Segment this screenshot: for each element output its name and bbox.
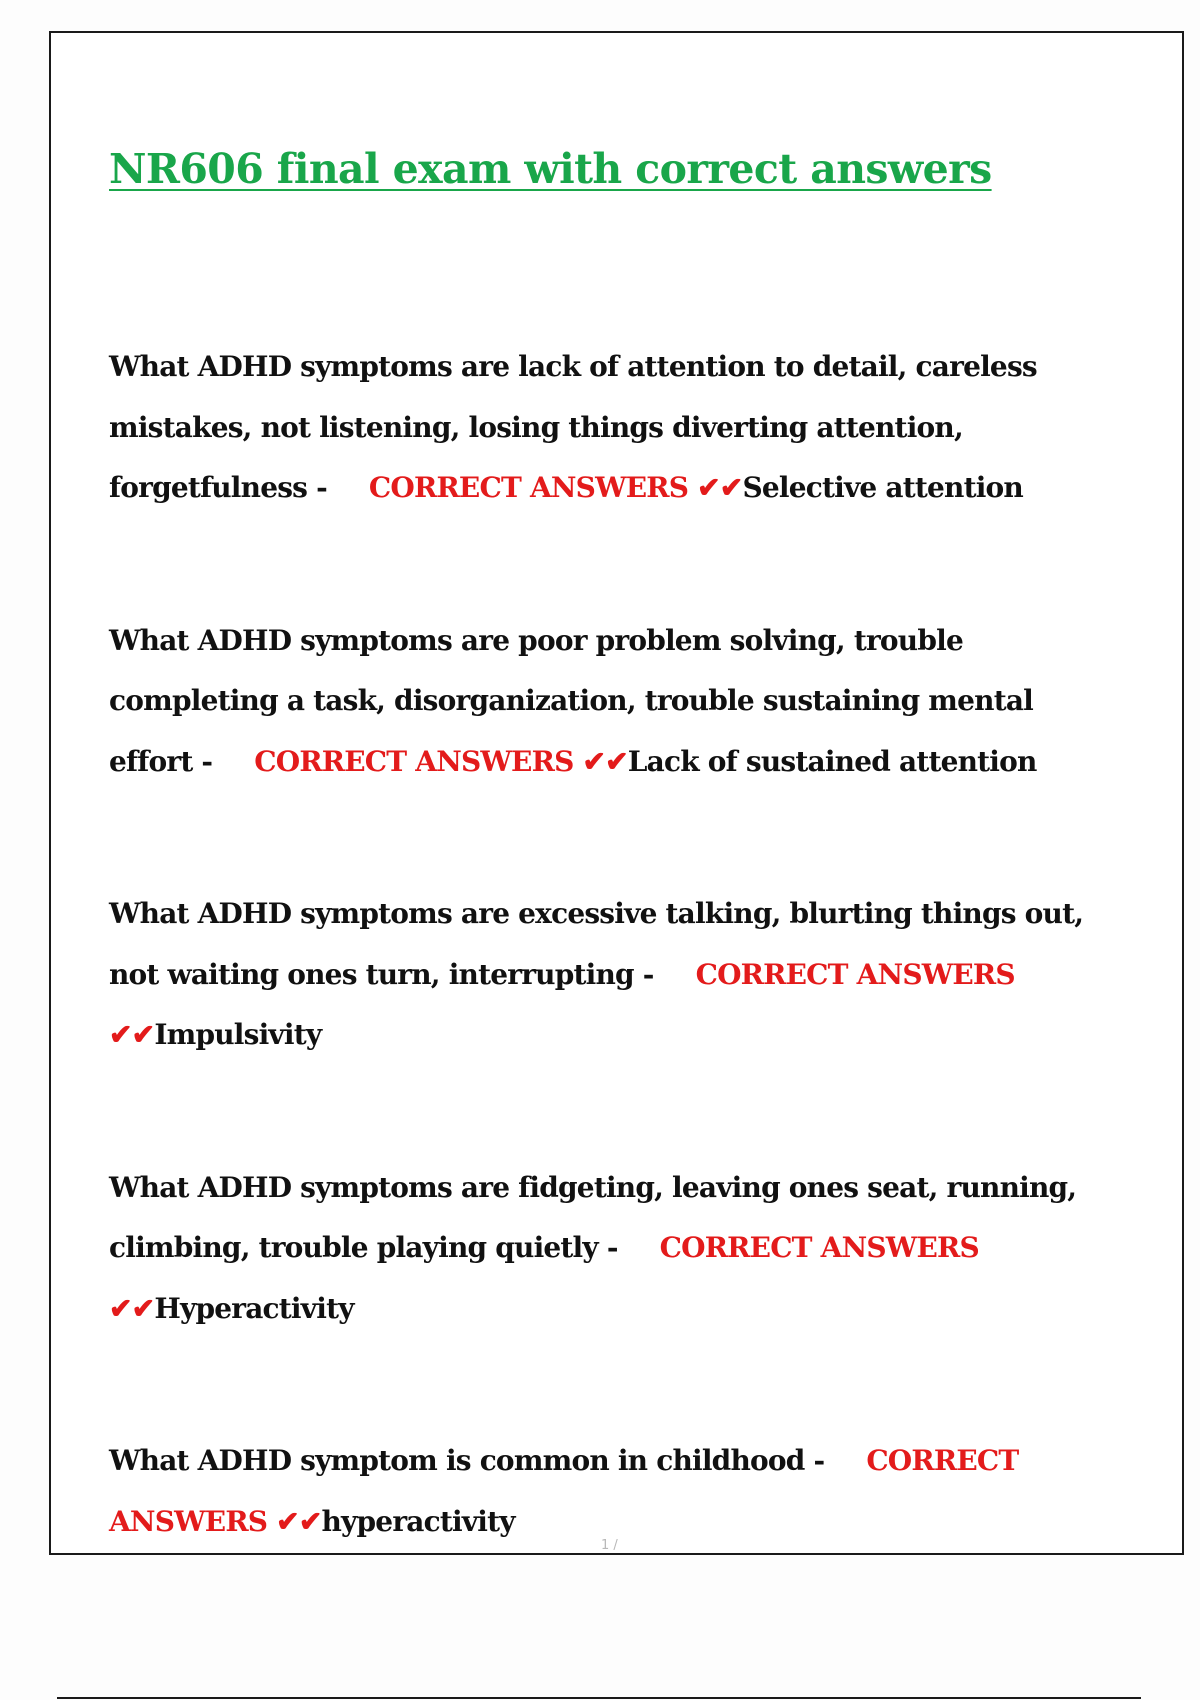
question-text: What ADHD symptom is common in childhood - — [109, 1444, 825, 1477]
correct-answers-label: CORRECT ANSWERS — [368, 471, 689, 504]
question-item — [109, 337, 1119, 519]
question-item — [109, 1431, 1119, 1552]
question-text: What ADHD symptoms are fidgeting, leaving ones seat, running, climbing, trouble playing quietly - — [109, 1170, 1077, 1264]
correct-answers-label: CORRECT ANSWERS — [254, 744, 574, 778]
document-title: NR606 final exam with correct answers — [109, 145, 992, 193]
question-item — [109, 611, 1119, 793]
question-text: What ADHD symptoms are excessive talking, blurting things out, not waiting ones turn, interrupting - — [109, 897, 1084, 991]
correct-answers-label: CORRECT ANSWERS — [695, 957, 1015, 991]
question-item — [109, 884, 1119, 1066]
answer-text: Impulsivity — [154, 1018, 322, 1051]
document-page — [49, 31, 1184, 1555]
answer-text: Selective attention — [742, 471, 1023, 504]
double-check-icon: ✔✔ — [582, 744, 628, 778]
question-text: What ADHD symptoms are poor problem solving, trouble completing a task, disorganization, trouble sustaining mental effort - — [109, 623, 1034, 778]
footer-divider — [57, 1697, 1141, 1699]
correct-answers-label: CORRECT ANSWERS — [109, 1444, 1019, 1538]
question-text: What ADHD symptoms are lack of attention to detail, careless mistakes, not listening, losing things diverting attention, forgetfulness - — [109, 350, 1037, 504]
question-list — [109, 337, 1119, 1552]
correct-answers-label: CORRECT ANSWERS — [659, 1231, 979, 1264]
page-number: 1 / — [601, 1538, 618, 1553]
double-check-icon: ✔✔ — [697, 471, 743, 504]
double-check-icon: ✔✔ — [276, 1504, 322, 1538]
double-check-icon: ✔✔ — [109, 1018, 155, 1051]
question-item — [109, 1158, 1119, 1340]
answer-text: Hyperactivity — [154, 1291, 354, 1325]
answer-text: hyperactivity — [321, 1504, 515, 1538]
double-check-icon: ✔✔ — [109, 1291, 155, 1325]
answer-text: Lack of sustained attention — [627, 744, 1037, 778]
